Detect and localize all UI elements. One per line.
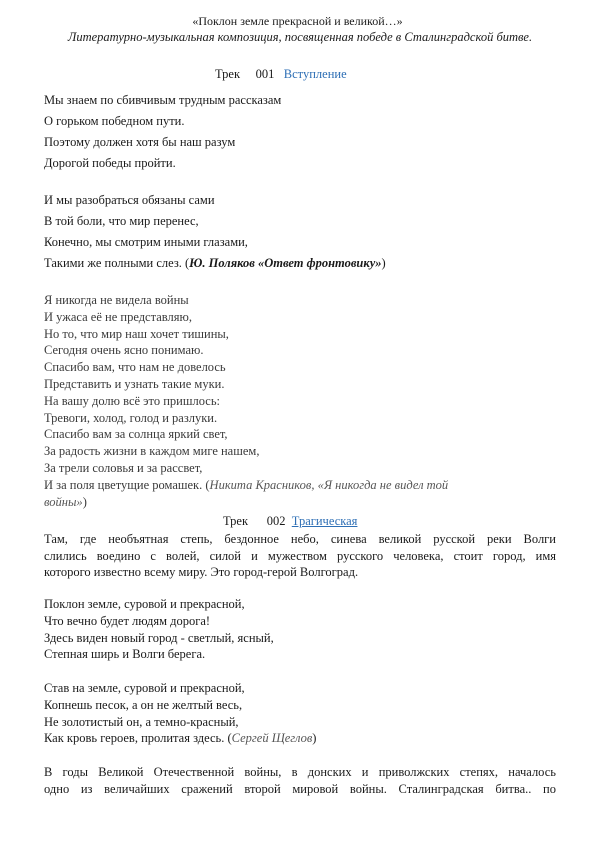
verse-line: Дорогой победы пройти.: [44, 156, 176, 170]
author-credit: Сергей Щеглов: [231, 731, 313, 746]
verse-text: Как кровь героев, пролитая здесь. (: [44, 731, 232, 746]
verse-line: Что вечно будет людям дорога!: [44, 613, 211, 628]
verse-line: И мы разобраться обязаны сами: [44, 193, 215, 207]
verse-line-attributed: [44, 477, 448, 494]
verse-line: Сегодня очень ясно понимаю.: [44, 343, 204, 358]
verse-line: Степная ширь и Волги берега.: [44, 647, 206, 662]
stanza-1: [44, 92, 281, 172]
closing-paren: ): [312, 731, 317, 746]
verse-line: Поклон земле, суровой и прекрасной,: [44, 597, 245, 611]
author-credit: Ю. Поляков «Ответ фронтовику»: [189, 256, 382, 270]
verse-line: Представить и узнать такие муки.: [44, 376, 225, 391]
prose-paragraph-2: [44, 764, 556, 797]
verse-line: Не золотистый он, а темно-красный,: [44, 714, 239, 729]
verse-line: Конечно, мы смотрим иными глазами,: [44, 235, 248, 249]
verse-line: Спасибо вам, что нам не довелось: [44, 360, 226, 375]
prose-line: которого известно всему миру. Это город-герой Волгоград.: [44, 565, 359, 579]
author-credit: Никита Красников, «Я никогда не видел той: [209, 477, 449, 492]
verse-line: На вашу долю всё это пришлось:: [44, 393, 220, 408]
verse-line-attributed: [44, 730, 316, 747]
track-name-link[interactable]: Трагическая: [291, 514, 358, 528]
track-heading-1: [215, 67, 347, 82]
verse-line: За трели соловья и за рассвет,: [44, 460, 203, 475]
verse-line: О горьком победном пути.: [44, 114, 185, 128]
prose-line: В годы Великой Отечественной войны, в донских и приволжских степях, началось: [44, 765, 556, 779]
verse-line-attributed: [44, 255, 386, 272]
verse-line: Копнешь песок, а он не желтый весь,: [44, 697, 243, 712]
stanza-3: [44, 292, 448, 510]
verse-text: Такими же полными слез. (: [44, 256, 190, 270]
stanza-2: [44, 192, 386, 272]
prose-line: одно из величайших сражений второй мировой войны. Сталинградская битва.. по: [44, 781, 556, 796]
track-word: Трек: [223, 514, 249, 528]
track-word: Трек: [215, 67, 241, 81]
track-number: 002: [266, 514, 286, 528]
prose-line: слились воедино с волей, силой и мужеством русского человека, стоит город, имя: [44, 548, 556, 563]
author-credit-cont: войны»: [44, 494, 83, 509]
verse-line: Спасибо вам за солнца яркий свет,: [44, 427, 228, 442]
prose-line: Там, где необъятная степь, бездонное небо, синева великой русской реки Волги: [44, 532, 556, 546]
prose-paragraph-1: [44, 531, 556, 581]
verse-line: Поэтому должен хотя бы наш разум: [44, 135, 236, 149]
verse-line: Тревоги, холод, голод и разлуки.: [44, 410, 218, 425]
verse-line: Но то, что мир наш хочет тишины,: [44, 326, 229, 341]
stanza-5: [44, 680, 316, 747]
track-heading-2: [223, 514, 357, 529]
closing-paren: ): [82, 494, 87, 509]
document-title: «Поклон земле прекрасной и великой…»: [192, 14, 403, 28]
document-subtitle: Литературно-музыкальная композиция, посвященная победе в Сталинградской битве.: [67, 30, 533, 44]
verse-line: В той боли, что мир перенес,: [44, 214, 199, 228]
verse-line: Я никогда не видела войны: [44, 293, 189, 307]
verse-line-attribution-cont: [44, 494, 448, 511]
track-name-link[interactable]: Вступление: [283, 67, 347, 81]
closing-paren: ): [381, 256, 386, 270]
verse-line: И ужаса её не представляю,: [44, 309, 192, 324]
verse-line: Здесь виден новый город - светлый, ясный,: [44, 630, 274, 645]
verse-text: И за поля цветущие ромашек. (: [44, 477, 210, 492]
verse-line: Став на земле, суровой и прекрасной,: [44, 681, 245, 695]
track-number: 001: [255, 67, 275, 81]
verse-line: За радость жизни в каждом миге нашем,: [44, 444, 260, 459]
verse-line: Мы знаем по сбивчивым трудным рассказам: [44, 93, 282, 107]
stanza-4: [44, 596, 274, 663]
